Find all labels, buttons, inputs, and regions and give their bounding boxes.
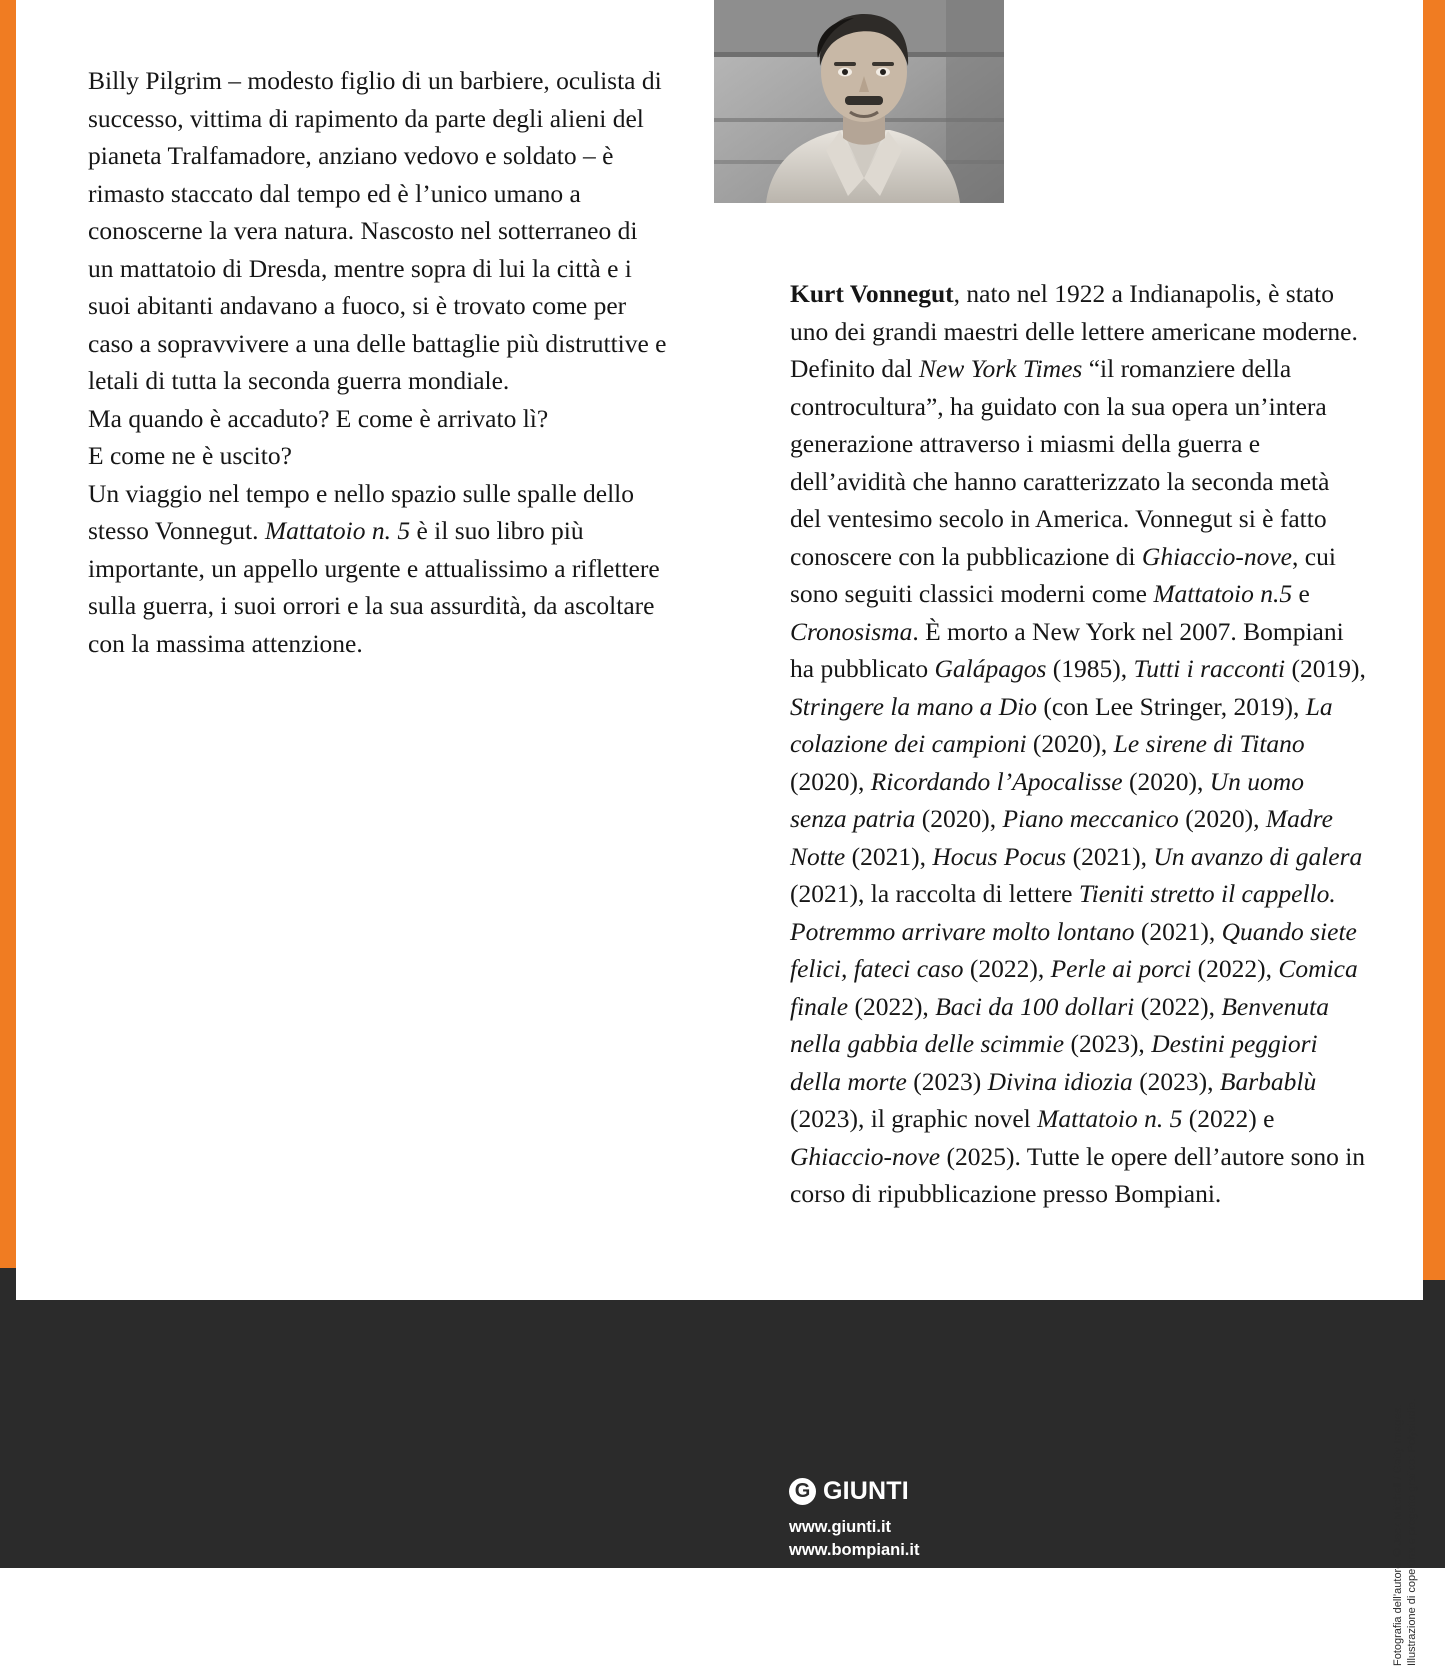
photo-credits bbox=[1391, 1346, 1419, 1666]
credit-line-design: Illustrazione di copertina e progetto grafico: Polystudio. bbox=[1406, 1398, 1418, 1666]
author-name: Kurt Vonnegut bbox=[790, 279, 954, 308]
publisher-block bbox=[789, 1477, 1049, 1562]
left-orange-band bbox=[0, 0, 16, 1268]
right-orange-band bbox=[1423, 0, 1445, 1280]
right-dark-band bbox=[1423, 1280, 1445, 1568]
publisher-logo bbox=[789, 1477, 1049, 1506]
author-bio bbox=[790, 275, 1366, 1213]
bompiani-website-link[interactable]: www.bompiani.it bbox=[789, 1541, 920, 1559]
author-photo bbox=[714, 0, 1004, 203]
back-cover-blurb bbox=[88, 62, 668, 662]
blurb-paragraph-3: E come ne è uscito? bbox=[88, 441, 292, 470]
bottom-left-dark-strip bbox=[0, 1268, 16, 1568]
blurb-paragraph-4: Un viaggio nel tempo e nello spazio sulle spalle dello stesso Vonnegut. Mattatoio n. 5 è il suo libro più importante, un appello urgente e attualissimo a riflettere sulla guerra, i suoi orrori e la sua assurdità, da ascoltare con la massima attenzione. bbox=[88, 478, 660, 658]
author-bio-text: Kurt Vonnegut, nato nel 1922 a Indianapolis, è stato uno dei grandi maestri delle lettere americane moderne. Definito dal New York Times “il romanziere della controcultura”, ha guidato con la sua opera un’intera generazione attraverso i miasmi della guerra e dell’avidità che hanno caratterizzato la seconda metà del ventesimo secolo in America. Vonnegut si è fatto conoscere con la pubblicazione di Ghiaccio-nove, cui sono seguiti classici moderni come Mattatoio n.5 e Cronosisma. È morto a New York nel 2007. Bompiani ha pubblicato Galápagos (1985), Tutti i racconti (2019), Stringere la mano a Dio (con Lee Stringer, 2019), La colazione dei campioni (2020), Le sirene di Titano (2020), Ricordando l’Apocalisse (2020), Un uomo senza patria (2020), Piano meccanico (2020), Madre Notte (2021), Hocus Pocus (2021), Un avanzo di galera (2021), la raccolta di lettere Tieniti stretto il cappello. Potremmo arrivare molto lontano (2021), Quando siete felici, fateci caso (2022), Perle ai porci (2022), Comica finale (2022), Baci da 100 dollari (2022), Benvenuta nella gabbia delle scimmie (2023), Destini peggiori della morte (2023) Divina idiozia (2023), Barbablù (2023), il graphic novel Mattatoio n. 5 (2022) e Ghiaccio-nove (2025). Tutte le opere dell’autore sono in corso di ripubblicazione presso Bompiani. bbox=[790, 279, 1366, 1208]
giunti-logo-icon: G bbox=[789, 1478, 816, 1505]
credit-line-photo: Fotografia dell’autore: © Jack Mitchell / Getty Images. bbox=[1392, 1404, 1404, 1666]
giunti-website-link[interactable]: www.giunti.it bbox=[789, 1518, 892, 1536]
bottom-dark-band bbox=[0, 1300, 1423, 1568]
blurb-paragraph-1: Billy Pilgrim – modesto figlio di un barbiere, oculista di successo, vittima di rapimento da parte degli alieni del pianeta Tralfamadore, anziano vedovo e soldato – è rimasto staccato dal tempo ed è l’unico umano a conoscerne la vera natura. Nascosto nel sotterraneo di un mattatoio di Dresda, mentre sopra di lui la città e i suoi abitanti andavano a fuoco, si è trovato come per caso a sopravvivere a una delle battaglie più distruttive e letali di tutta la seconda guerra mondiale. bbox=[88, 66, 667, 395]
publisher-logo-wordmark: GIUNTI bbox=[823, 1477, 909, 1505]
blurb-paragraph-2: Ma quando è accaduto? E come è arrivato lì? bbox=[88, 403, 549, 433]
